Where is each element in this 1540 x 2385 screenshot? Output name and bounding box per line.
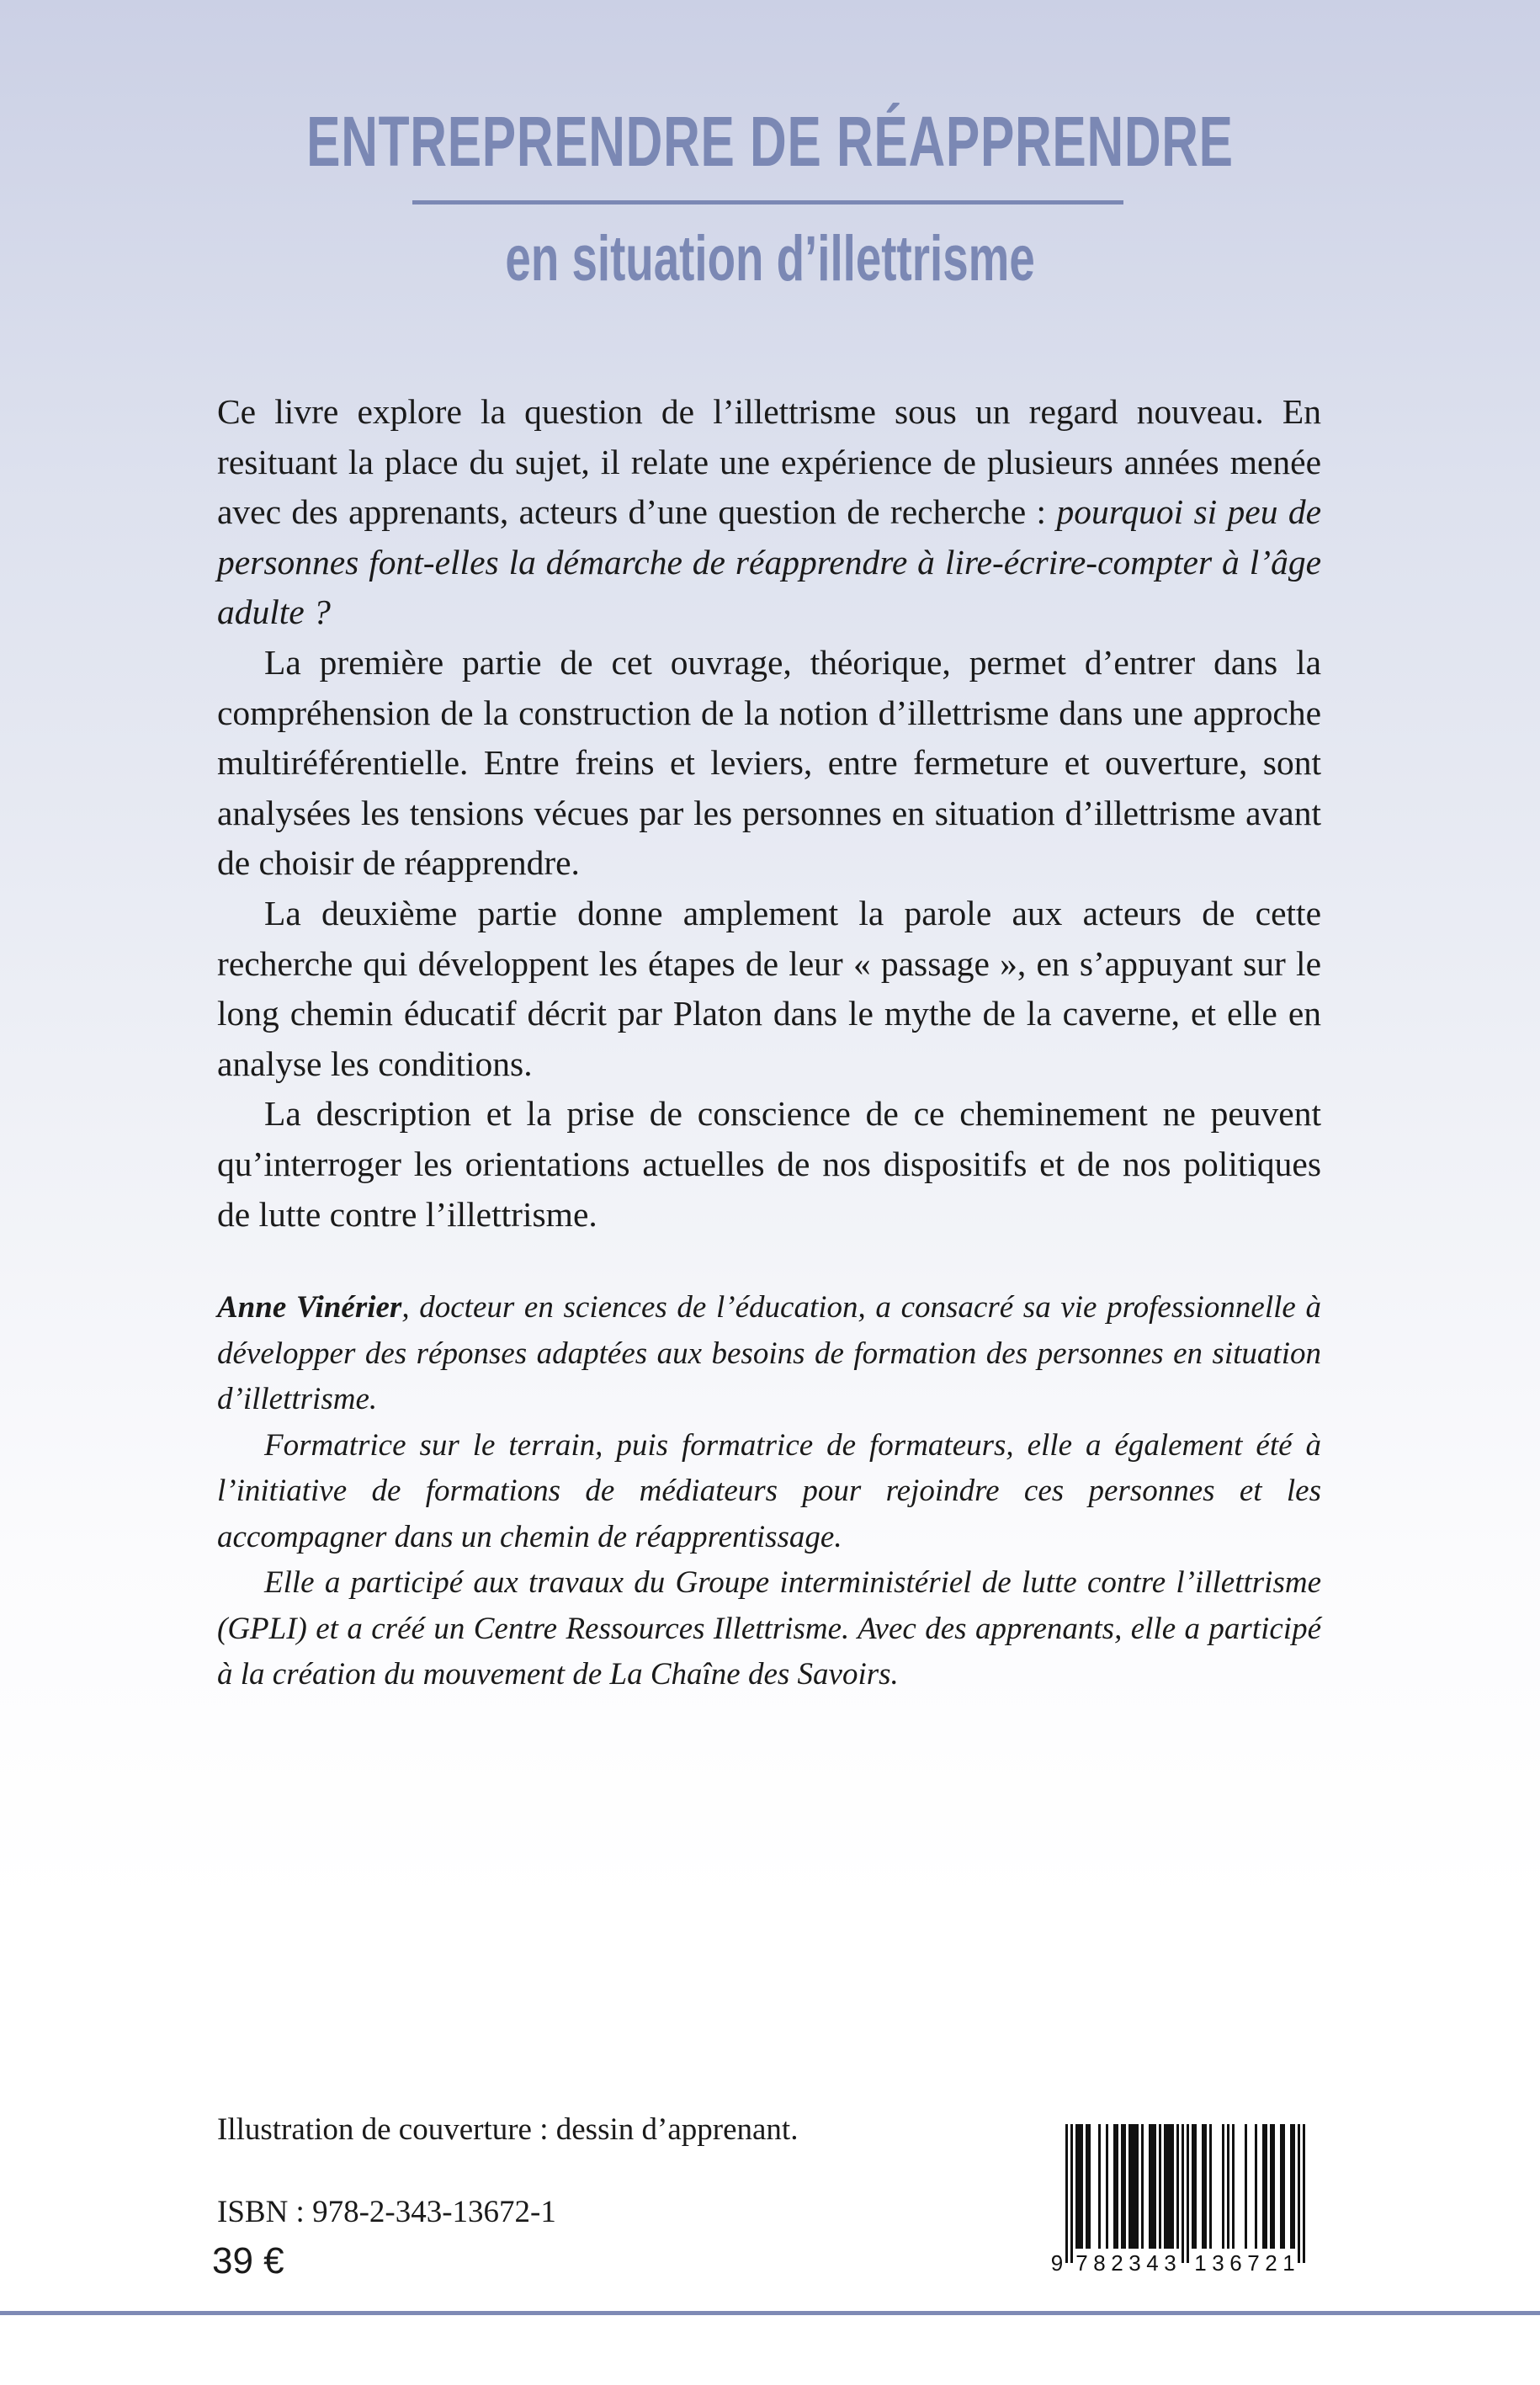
barcode-digit: 7 — [1247, 2250, 1260, 2276]
book-subtitle-text: en situation d’illettrisme — [505, 223, 1035, 295]
barcode-bar — [1166, 2124, 1169, 2249]
barcode-bar — [1293, 2124, 1295, 2249]
barcode-bar — [1187, 2124, 1189, 2263]
bio-text: , docteur en sciences de l’éducation, a consacré sa vie professionnelle à développer des réponses adaptées aux besoins de formation des personnes en situation d’illettrisme. — [217, 1290, 1321, 1416]
barcode-digit: 2 — [1111, 2250, 1123, 2276]
barcode-digit: 3 — [1164, 2250, 1176, 2276]
title-divider — [412, 200, 1123, 205]
barcode-bar — [1159, 2124, 1161, 2249]
barcode-bar — [1098, 2124, 1101, 2249]
barcode-bar — [1202, 2124, 1204, 2249]
bottom-divider — [0, 2311, 1540, 2315]
barcode-digit: 1 — [1282, 2250, 1295, 2276]
barcode-bar — [1262, 2124, 1265, 2249]
barcode-bar — [1136, 2124, 1139, 2249]
book-title-text: ENTREPRENDRE DE RÉAPPRENDRE — [306, 102, 1234, 181]
barcode-bar — [1141, 2124, 1144, 2249]
barcode-bar — [1128, 2124, 1131, 2249]
barcode-digit: 4 — [1146, 2250, 1159, 2276]
barcode-bar — [1081, 2124, 1083, 2249]
barcode-bar — [1222, 2124, 1224, 2249]
barcode — [1050, 2124, 1323, 2276]
barcode-bar — [1123, 2124, 1126, 2249]
bio-paragraph-1 — [217, 1285, 1321, 1423]
barcode-bar — [1065, 2124, 1068, 2263]
synopsis-paragraph-2: La première partie de cet ouvrage, théorique, permet d’entrer dans la compréhension de la construction de la notion d’illettrisme dans une approche multiréférentielle. Entre freins et leviers, entre fermeture et ouverture, sont analysées les tensions vécues par les personnes en situation d’illettrisme avant de choisir de réapprendre. — [217, 642, 1321, 883]
barcode-digit: 3 — [1128, 2250, 1141, 2276]
barcode-bar — [1106, 2124, 1108, 2249]
barcode-digit: 3 — [1212, 2250, 1224, 2276]
barcode-bar — [1280, 2124, 1282, 2249]
barcode-digit: 2 — [1265, 2250, 1277, 2276]
book-title — [0, 99, 1540, 183]
research-question: pourquoi si peu de personnes font-elles la démarche de réapprendre à lire-écrire-compter à l’âge adulte ? — [217, 492, 1321, 632]
barcode-bar — [1121, 2124, 1123, 2249]
barcode-digit: 1 — [1194, 2250, 1207, 2276]
barcode-bar — [1086, 2124, 1088, 2249]
barcode-bar — [1116, 2124, 1118, 2249]
barcode-digit: 7 — [1075, 2250, 1088, 2276]
barcode-bar — [1209, 2124, 1212, 2249]
barcode-bar — [1227, 2124, 1229, 2249]
barcode-bar — [1192, 2124, 1194, 2249]
barcode-bar — [1298, 2124, 1300, 2263]
barcode-bar — [1272, 2124, 1275, 2249]
barcode-bar — [1113, 2124, 1116, 2249]
bio-paragraph-3: Elle a participé aux travaux du Groupe interministériel de lutte contre l’illettrisme (GPLI) et a créé un Centre Ressources Illettrisme. Avec des apprenants, elle a participé à la création du mouvement de La Chaîne des Savoirs. — [217, 1565, 1321, 1692]
barcode-bar — [1176, 2124, 1179, 2249]
price: 39 € — [212, 2240, 284, 2281]
barcode-bar — [1232, 2124, 1235, 2249]
isbn: ISBN : 978-2-343-13672-1 — [217, 2195, 556, 2229]
barcode-digit: 9 — [1050, 2250, 1064, 2276]
barcode-bar — [1151, 2124, 1154, 2249]
barcode-digit: 8 — [1093, 2250, 1106, 2276]
barcode-bar — [1204, 2124, 1207, 2249]
barcode-bar — [1290, 2124, 1293, 2249]
barcode-bar — [1282, 2124, 1285, 2249]
barcode-bar — [1245, 2124, 1247, 2249]
synopsis — [217, 387, 1321, 1240]
barcode-bar — [1149, 2124, 1151, 2249]
synopsis-paragraph-1 — [217, 387, 1321, 638]
author-name: Anne Vinérier — [217, 1290, 402, 1325]
barcode-bar — [1194, 2124, 1197, 2249]
barcode-bar — [1075, 2124, 1078, 2249]
barcode-bar — [1169, 2124, 1171, 2249]
barcode-bar — [1265, 2124, 1267, 2249]
barcode-bar — [1182, 2124, 1184, 2263]
barcode-bar — [1270, 2124, 1272, 2249]
barcode-bar — [1131, 2124, 1134, 2249]
barcode-bar — [1171, 2124, 1174, 2249]
barcode-digit: 6 — [1229, 2250, 1242, 2276]
barcode-bar — [1078, 2124, 1081, 2249]
author-bio — [217, 1285, 1321, 1698]
barcode-bar — [1303, 2124, 1305, 2263]
barcode-bar — [1088, 2124, 1091, 2249]
book-subtitle — [0, 217, 1540, 301]
illustration-credit: Illustration de couverture : dessin d’apprenant. — [217, 2112, 799, 2147]
barcode-bar — [1255, 2124, 1257, 2249]
barcode-bar — [1154, 2124, 1156, 2249]
barcode-bar — [1070, 2124, 1073, 2263]
synopsis-text: Ce livre explore la question de l’illettrisme sous un regard nouveau. En resituant la place du sujet, il relate une expérience de plusieurs années menée avec des apprenants, acteurs d’une question de recherche : — [217, 392, 1321, 532]
synopsis-paragraph-4: La description et la prise de conscience de ce cheminement ne peuvent qu’interroger les orientations actuelles de nos dispositifs et de nos politiques de lutte contre l’illettrisme. — [217, 1094, 1321, 1234]
barcode-bar — [1134, 2124, 1136, 2249]
synopsis-paragraph-3: La deuxième partie donne amplement la parole aux acteurs de cette recherche qui développent les étapes de leur « passage », en s’appuyant sur le long chemin éducatif décrit par Platon dans le mythe de la caverne, et elle en analyse les conditions. — [217, 893, 1321, 1083]
barcode-bar — [1164, 2124, 1166, 2249]
bio-paragraph-2: Formatrice sur le terrain, puis formatrice de formateurs, elle a également été à l’initiative de formations de médiateurs pour rejoindre ces personnes et les accompagner dans un chemin de réapprentissage. — [217, 1427, 1321, 1554]
